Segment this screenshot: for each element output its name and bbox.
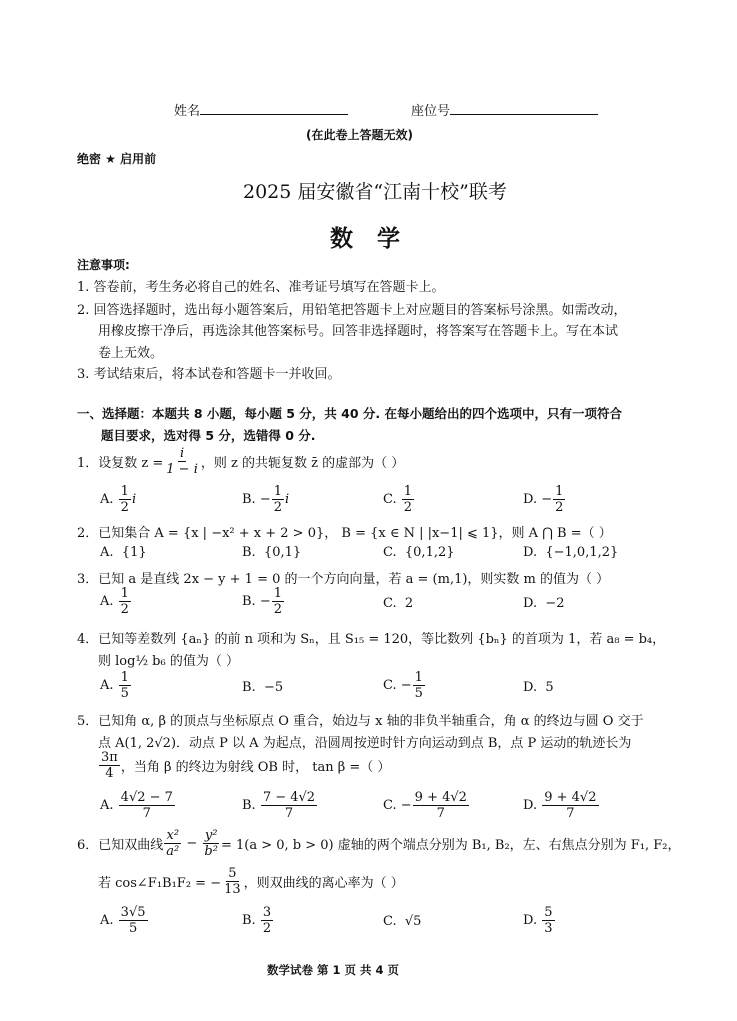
q1d-n: 1 bbox=[555, 484, 564, 499]
q1-fraction bbox=[164, 446, 200, 477]
q1b-d: 2 bbox=[273, 500, 283, 515]
option-label: C. bbox=[383, 596, 397, 611]
exam-title: 2025 届安徽省“江南十校”联考 bbox=[243, 181, 507, 203]
q4d-value: 5 bbox=[545, 680, 554, 695]
q3-option-b[interactable] bbox=[242, 586, 285, 617]
q5b-d: 7 bbox=[284, 806, 294, 821]
q1d-d: 2 bbox=[555, 500, 564, 515]
option-label: B. bbox=[242, 798, 256, 813]
q6b-frac bbox=[261, 905, 273, 936]
q6-option-c[interactable] bbox=[383, 914, 421, 929]
question-6-line2 bbox=[98, 866, 404, 897]
q5b-n: 7 − 4√2 bbox=[262, 790, 316, 805]
q5-line3-text: ，当角 β 的终边为射线 OB 时， tan β =（ ） bbox=[120, 760, 391, 775]
q1-pre: 1．设复数 z = bbox=[77, 456, 164, 471]
question-5: 5．已知角 α, β 的顶点与坐标原点 O 重合，始边与 x 轴的非负半轴重合，角 α 的终边与圆 O 交于 bbox=[77, 714, 644, 729]
q4c-d: 5 bbox=[414, 686, 423, 701]
q4c-sign: − bbox=[400, 678, 412, 693]
option-label: B. bbox=[242, 913, 256, 928]
section-heading: 一、选择题：本题共 8 小题，每小题 5 分，共 40 分. 在每小题给出的四个选项中，只有一项符合 bbox=[77, 406, 623, 421]
q6-mid: = 1(a > 0, b > 0) 虚轴的两个端点分别为 B₁, B₂，左、右焦点分别为 F₁, F₂， bbox=[220, 838, 681, 853]
q1-option-c[interactable] bbox=[383, 484, 415, 515]
notice-item-2b: 用橡皮擦干净后，再选涂其他答案标号。回答非选择题时，将答案写在答题卡上。写在本试 bbox=[98, 324, 619, 339]
q6-line2pre: 若 cos∠F₁B₁F₂ = − bbox=[98, 876, 222, 891]
q6-xd: a² bbox=[166, 844, 180, 859]
q4c-n: 1 bbox=[414, 670, 423, 685]
section-heading-2: 题目要求，选对得 5 分，选错得 0 分. bbox=[101, 428, 316, 443]
q5-arc-d: 4 bbox=[105, 766, 114, 781]
notice-item-2: 2. 回答选择题时，选出每小题答案后，用铅笔把答题卡上对应题目的答案标号涂黑。如需改动， bbox=[77, 303, 627, 318]
q6-xn: x² bbox=[166, 828, 180, 843]
q1a-n: 1 bbox=[120, 484, 129, 499]
q1b-sign: − bbox=[259, 492, 271, 507]
seat-field bbox=[411, 100, 598, 119]
seat-label: 座位号 bbox=[411, 104, 451, 119]
notice-item-2c: 卷上无效。 bbox=[98, 346, 164, 361]
option-label: C. bbox=[383, 545, 397, 560]
notice-heading: 注意事项: bbox=[77, 258, 130, 272]
option-label: A. bbox=[100, 492, 114, 507]
q3-option-a[interactable] bbox=[100, 586, 132, 617]
q5c-d: 7 bbox=[436, 806, 445, 821]
q6-yd: b² bbox=[204, 844, 218, 859]
q5-option-d[interactable] bbox=[523, 790, 600, 821]
q2-option-c[interactable] bbox=[383, 545, 455, 560]
q5d-d: 7 bbox=[566, 806, 575, 821]
option-label: A. bbox=[100, 913, 114, 928]
question-4-line2: 则 log½ b₆ 的值为（ ） bbox=[98, 654, 239, 669]
q2-option-b[interactable] bbox=[242, 545, 301, 560]
q1b-i: i bbox=[285, 492, 290, 507]
q5-option-a[interactable] bbox=[100, 790, 176, 821]
option-label: C. bbox=[383, 492, 397, 507]
q2-option-a[interactable] bbox=[100, 545, 147, 560]
option-label: B. bbox=[242, 680, 256, 695]
q4a-d: 5 bbox=[120, 686, 129, 701]
q6-line2post: ，则双曲线的离心率为（ ） bbox=[243, 876, 404, 891]
option-label: B. bbox=[242, 545, 256, 560]
option-label: B. bbox=[242, 594, 256, 609]
q5a-n: 4√2 − 7 bbox=[120, 790, 173, 805]
option-label: D. bbox=[523, 596, 538, 611]
secret-label: 绝密 ★ 启用前 bbox=[77, 152, 157, 166]
q1d-frac bbox=[553, 484, 565, 515]
q1c-n: 1 bbox=[403, 484, 413, 499]
q1-option-b[interactable] bbox=[242, 484, 289, 515]
q3b-n: 1 bbox=[273, 586, 283, 601]
q5-arc-frac bbox=[99, 750, 120, 781]
q4a-frac bbox=[119, 670, 131, 701]
q5c-frac bbox=[413, 790, 469, 821]
q1a-i: i bbox=[131, 492, 137, 507]
q6-yn: y² bbox=[204, 828, 218, 843]
q5b-frac bbox=[261, 790, 317, 821]
question-4: 4．已知等差数列 {aₙ} 的前 n 项和为 Sₙ，且 S₁₅ = 120，等比数列 {bₙ} 的首项为 1，若 a₈ = b₄， bbox=[77, 632, 666, 647]
question-5-line3 bbox=[98, 750, 390, 781]
q6d-frac bbox=[542, 905, 554, 936]
q6-pre: 6．已知双曲线 bbox=[77, 838, 164, 853]
q4-option-d[interactable] bbox=[523, 680, 554, 695]
option-label: C. bbox=[383, 798, 397, 813]
q1c-frac bbox=[402, 484, 414, 515]
q3-option-d[interactable] bbox=[523, 596, 565, 611]
q6b-d: 2 bbox=[262, 921, 272, 936]
question-2: 2．已知集合 A = {x | −x² + x + 2 > 0}， B = {x ∈ N | |x−1| ⩽ 1}，则 A ⋂ B =（ ） bbox=[77, 526, 612, 541]
q2b-value: {0,1} bbox=[263, 545, 302, 560]
q3-option-c[interactable] bbox=[383, 596, 413, 611]
question-5-line2: 点 A(1, 2√2)．动点 P 以 A 为起点，沿圆周按逆时针方向运动到点 B，点 P 运动的轨迹长为 bbox=[98, 736, 632, 751]
q5d-n: 9 + 4√2 bbox=[544, 790, 597, 805]
q6a-d: 5 bbox=[128, 921, 138, 936]
question-6: 6．已知双曲线 $\frac{\text{x²}}{\text{a²}}$ − $\frac{\text{y²}}{\text{b²}}$ = 1(a > 0, b > 0) 虚轴的两个端点分别为 B₁, B₂，左、右焦点分别为 F₁, F₂， bbox=[77, 828, 681, 859]
notice-item-3: 3. 考试结束后，将本试卷和答题卡一并收回。 bbox=[77, 367, 341, 382]
option-label: D. bbox=[523, 680, 538, 695]
q4-option-b[interactable] bbox=[242, 680, 283, 695]
q4c-frac bbox=[413, 670, 425, 701]
question-1 bbox=[77, 446, 404, 477]
option-label: A. bbox=[100, 545, 114, 560]
q5a-d: 7 bbox=[142, 806, 151, 821]
q2a-value: {1} bbox=[121, 545, 147, 560]
q4a-n: 1 bbox=[120, 670, 129, 685]
option-label: B. bbox=[242, 492, 256, 507]
q1c-d: 2 bbox=[403, 500, 413, 515]
option-label: C. bbox=[383, 914, 397, 929]
option-label: A. bbox=[100, 798, 114, 813]
q1-option-a[interactable] bbox=[100, 484, 136, 515]
q2c-value: {0,1,2} bbox=[404, 545, 455, 560]
q6a-frac bbox=[119, 905, 148, 936]
q6-x-frac bbox=[164, 828, 181, 859]
q3a-d: 2 bbox=[120, 602, 129, 617]
name-label: 姓名 bbox=[174, 104, 201, 119]
q1-option-d[interactable] bbox=[523, 484, 566, 515]
option-label: D. bbox=[523, 798, 538, 813]
q3c-value: 2 bbox=[404, 596, 414, 611]
q1-post: ，则 z 的共轭复数 z̄ 的虚部为（ ） bbox=[200, 456, 405, 471]
q6b-n: 3 bbox=[262, 905, 272, 920]
q5-arc-n: 3π bbox=[101, 750, 118, 765]
q2-option-d[interactable] bbox=[523, 545, 618, 560]
notice-item-1: 1. 答卷前，考生务必将自己的姓名、准考证号填写在答题卡上。 bbox=[77, 280, 445, 295]
q3a-frac bbox=[119, 586, 131, 617]
q6-cos-frac bbox=[222, 866, 243, 897]
name-field bbox=[174, 100, 348, 119]
q6-option-b[interactable] bbox=[242, 905, 274, 936]
q6c-value: √5 bbox=[404, 914, 422, 929]
option-label: A. bbox=[100, 594, 114, 609]
question-3: 3．已知 a 是直线 2x − y + 1 = 0 的一个方向向量，若 a = (m,1)，则实数 m 的值为（ ） bbox=[77, 572, 610, 587]
q5d-frac bbox=[542, 790, 598, 821]
q1-num: i bbox=[179, 446, 185, 461]
page-footer: 数学试卷 第 1 页 共 4 页 bbox=[267, 963, 400, 977]
subject-title: 数学 bbox=[330, 225, 424, 252]
q4-option-c[interactable] bbox=[383, 670, 426, 701]
invalid-note: (在此卷上答题无效) bbox=[306, 128, 413, 142]
q3d-value: −2 bbox=[545, 596, 565, 611]
q5-option-c[interactable] bbox=[383, 790, 470, 821]
name-underline bbox=[200, 101, 348, 115]
q3b-frac bbox=[272, 586, 284, 617]
q6a-n: 3√5 bbox=[120, 905, 146, 920]
q1a-d: 2 bbox=[120, 500, 129, 515]
q3b-sign: − bbox=[259, 594, 271, 609]
q1b-n: 1 bbox=[273, 484, 283, 499]
q5-option-b[interactable] bbox=[242, 790, 318, 821]
option-label: A. bbox=[100, 678, 114, 693]
q5c-sign: − bbox=[400, 798, 412, 813]
q5a-frac bbox=[119, 790, 175, 821]
option-label: D. bbox=[523, 913, 538, 928]
q3a-n: 1 bbox=[120, 586, 129, 601]
q5c-n: 9 + 4√2 bbox=[414, 790, 467, 805]
q4b-value: −5 bbox=[263, 680, 284, 695]
q6d-n: 5 bbox=[544, 905, 553, 920]
seat-underline bbox=[450, 101, 598, 115]
q1d-sign: − bbox=[541, 492, 553, 507]
q4-option-a[interactable] bbox=[100, 670, 132, 701]
q1a-frac bbox=[119, 484, 131, 515]
q3b-d: 2 bbox=[273, 602, 283, 617]
q6-option-d[interactable] bbox=[523, 905, 556, 936]
q6-cn: 5 bbox=[228, 866, 237, 881]
q2d-value: {−1,0,1,2} bbox=[545, 545, 619, 560]
option-label: D. bbox=[523, 492, 538, 507]
option-label: D. bbox=[523, 545, 538, 560]
q1b-frac bbox=[272, 484, 284, 515]
q6-y-frac bbox=[202, 828, 220, 859]
q1-den: 1 − i bbox=[166, 462, 198, 477]
q6d-d: 3 bbox=[544, 921, 553, 936]
q6-cd: 13 bbox=[224, 882, 241, 897]
q6-option-a[interactable] bbox=[100, 905, 149, 936]
option-label: C. bbox=[383, 678, 397, 693]
